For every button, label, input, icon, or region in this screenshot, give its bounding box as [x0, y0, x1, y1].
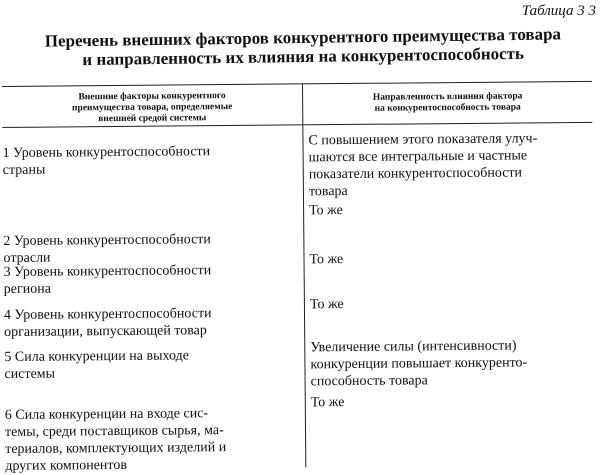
cell-line: 3 Уровень конкурентоспособности [3, 263, 212, 280]
cell-line: системы [4, 366, 56, 382]
effect-cell-6 [311, 392, 593, 411]
effect-cell-1 [308, 130, 591, 200]
factor-cell-1 [3, 142, 299, 179]
title-line-2: и направленность их влияния на конкурентоспособность [82, 43, 525, 70]
cell-line: организации, выпускающей товар [4, 323, 207, 340]
column-divider [302, 84, 306, 467]
cell-line: То же [309, 252, 344, 268]
factor-cell-3 [4, 261, 300, 298]
cell-line: других компонентов [5, 457, 127, 474]
header-line: преимущества товара, определяемые [71, 101, 233, 114]
effect-cell-5 [310, 337, 592, 390]
header-line: Внешние факторы конкурентного [78, 91, 226, 103]
factors-table [2, 81, 595, 474]
table-number: Таблица 3 3 [521, 3, 596, 19]
cell-line: То же [310, 395, 345, 411]
effect-cell-3 [309, 249, 591, 268]
cell-line: То же [309, 203, 343, 219]
header-line: внешней средой системы [98, 113, 207, 125]
effect-cell-4 [310, 294, 592, 313]
cell-line: 4 Уровень конкурентоспособности [3, 306, 212, 323]
column-header-factors [2, 90, 302, 126]
factor-cell-4 [4, 304, 300, 341]
cell-line: шаются все интегральные и частные [308, 148, 528, 166]
effect-cell-2 [309, 200, 591, 219]
cell-line: конкуренции повышает конкуренто- [310, 355, 528, 373]
factor-cell-6 [5, 404, 302, 475]
factor-cell-5 [4, 346, 300, 383]
column-header-direction [303, 91, 592, 116]
cell-line: То же [309, 297, 344, 313]
table-title [8, 24, 598, 70]
cell-line: териалов, комплектующих изделий и [5, 440, 227, 457]
cell-line: 1 Уровень конкурентоспособности [2, 144, 211, 161]
cell-line: Увеличение силы (интенсивности) [310, 338, 517, 356]
header-line: на конкурентоспособность товара [374, 102, 521, 114]
cell-line: 2 Уровень конкурентоспособности [3, 232, 211, 249]
cell-line: отрасли [3, 250, 51, 266]
cell-line: темы, среди поставщиков сырья, ма- [4, 423, 224, 440]
cell-line: 6 Сила конкуренции на входе сис- [4, 406, 209, 423]
header-line: Направленность влияния фактора [372, 91, 523, 103]
cell-line: страны [2, 162, 46, 178]
cell-line: товара [308, 183, 348, 200]
cell-line: С повышением этого показателя улуч- [308, 131, 538, 149]
cell-line: показатели конкурентоспособности [308, 165, 523, 183]
cell-line: 5 Сила конкуренции на выходе [4, 348, 189, 365]
cell-line: способность товара [310, 373, 428, 390]
cell-line: региона [3, 281, 51, 297]
title-line-1: Перечень внешних факторов конкурентного преимущества товара [44, 24, 562, 51]
